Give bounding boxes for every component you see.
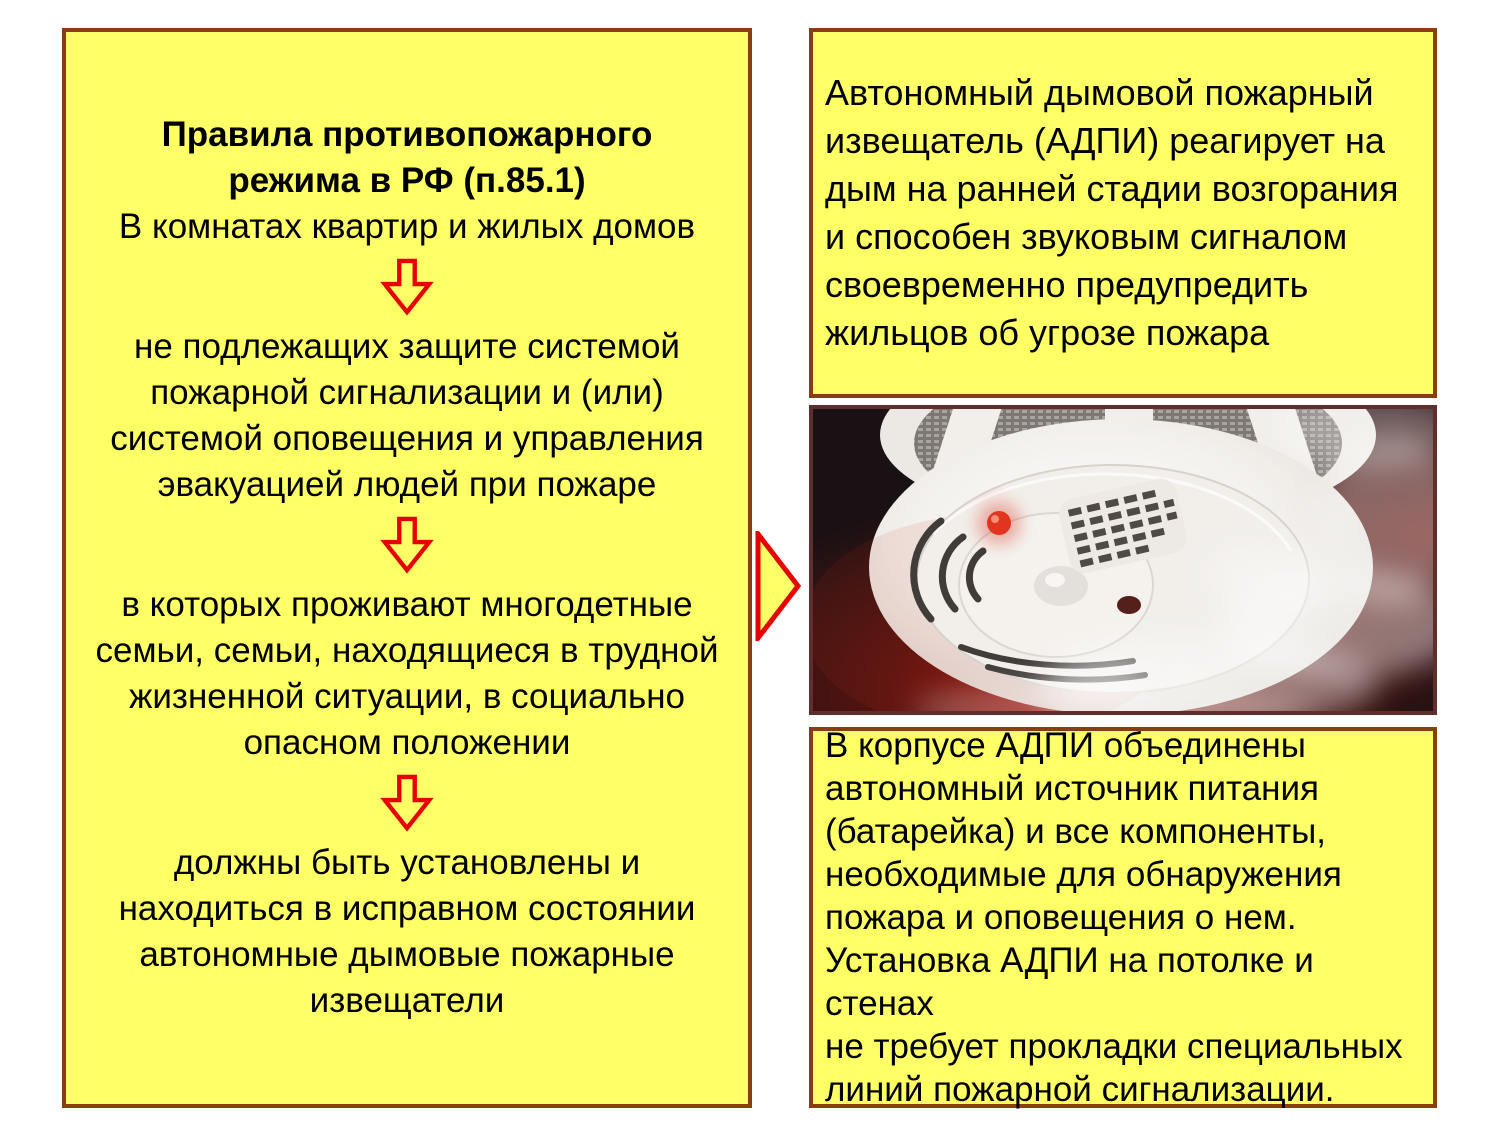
led-indicator: [987, 511, 1011, 535]
step3-text: должны быть установлены и находиться в исправном состоянии автономные дымовые пожарные извещатели: [118, 843, 696, 1020]
smoke-detector-illustration: [813, 409, 1433, 711]
test-hole: [1117, 596, 1141, 614]
adpi-components-text: В корпусе АДПИ объединены автономный источник питания (батарейка) и все компоненты, необходимые для обнаружения пожара и оповещения о нем. Установка АДПИ на потолке и стенах не требует прокладки специальных линий пожарной сигнализации.: [825, 726, 1403, 1109]
adpi-description-text: Автономный дымовой пожарный извещатель (АДПИ) реагирует на дым на ранней стадии возгорания и способен звуковым сигналом своевременно предупредить жильцов об угрозе пожара: [825, 72, 1399, 353]
fire-rules-panel: [62, 28, 752, 1108]
down-arrow-icon: [378, 258, 436, 316]
step2-text: в которых проживают многодетные семьи, семьи, находящиеся в трудной жизненной ситуации, в социально опасном положении: [95, 585, 719, 762]
smoke-detector-image: [809, 405, 1437, 715]
down-arrow-icon: [378, 516, 436, 574]
adpi-components-panel: [809, 727, 1437, 1108]
panel-title: Правила противопожарного режима в РФ (п.85.1): [161, 115, 653, 200]
intro-text: В комнатах квартир и жилых домов: [118, 207, 696, 246]
fire-rules-content: [66, 112, 748, 1024]
down-arrow-icon: [378, 774, 436, 832]
adpi-description-panel: [809, 28, 1437, 398]
right-arrow-icon: [755, 531, 803, 641]
step1-text: не подлежащих защите системой пожарной сигнализации и (или) системой оповещения и управления эвакуацией людей при пожаре: [110, 327, 704, 504]
